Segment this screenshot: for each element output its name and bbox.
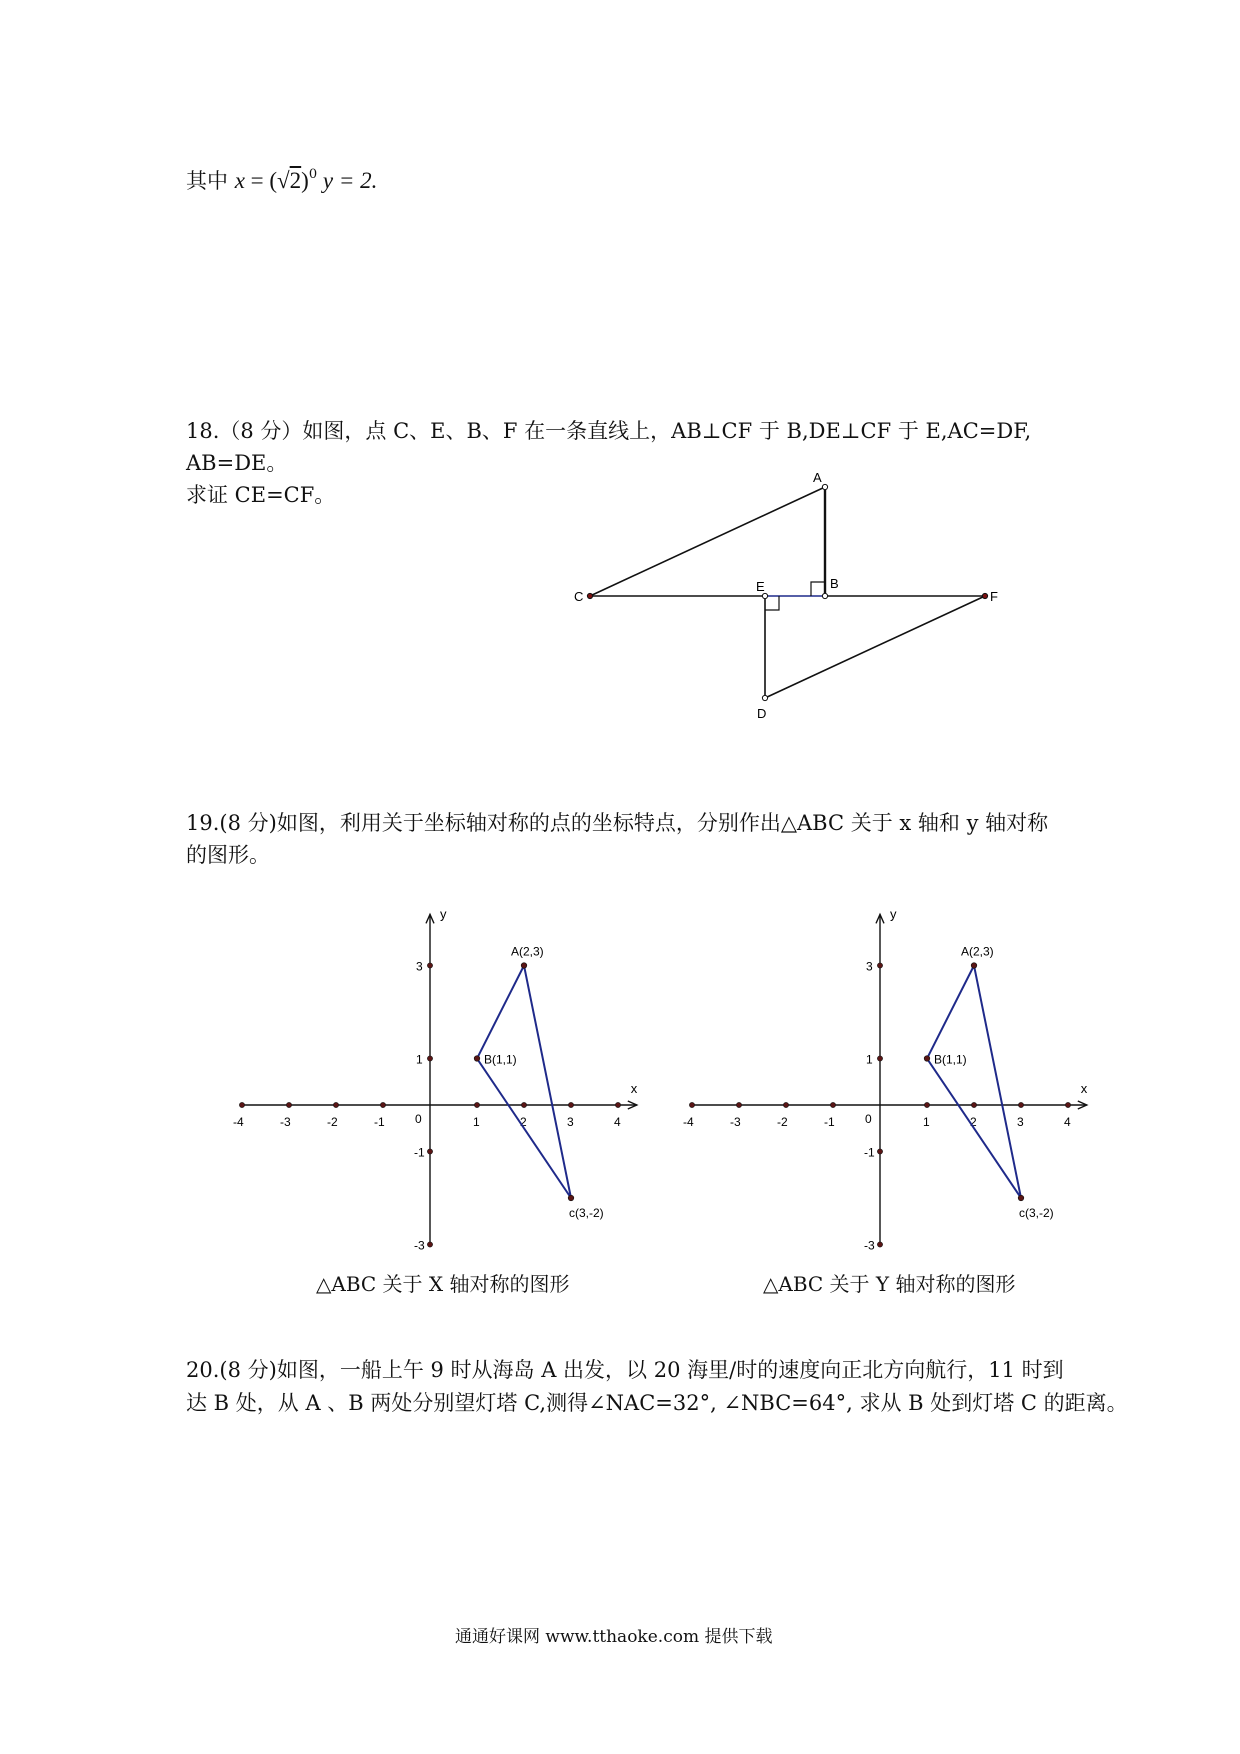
q19-graph-left — [230, 905, 660, 1255]
label-A: A — [813, 470, 822, 485]
vertex-B-dot — [474, 1056, 480, 1062]
point-F — [982, 593, 987, 598]
y-tick-label: -3 — [414, 1238, 425, 1253]
triangle-ABC — [927, 966, 1021, 1199]
vertex-A-dot — [971, 963, 977, 969]
y-tick-label: 1 — [416, 1052, 423, 1067]
x-tick-dot — [971, 1102, 976, 1107]
y-tick-dot — [877, 1149, 882, 1154]
segment-CA — [590, 487, 825, 596]
vertex-B-dot — [924, 1056, 930, 1062]
vertex-A-label: A(2,3) — [511, 944, 544, 959]
vertex-A-label: A(2,3) — [961, 944, 994, 959]
x-tick-dot — [924, 1102, 929, 1107]
x-tick-dot — [783, 1102, 788, 1107]
q20-line2: 达 B 处，从 A 、B 两处分别望灯塔 C,测得∠NAC=32°, ∠NBC=64°, 求从 B 处到灯塔 C 的距离。 — [186, 1391, 1128, 1415]
x-tick-dot — [380, 1102, 385, 1107]
y-axis-label: y — [890, 906, 897, 922]
y-tick-label: 3 — [416, 959, 423, 974]
y-tick-dot — [877, 1056, 882, 1061]
x-tick-dot — [736, 1102, 741, 1107]
y-tick-dot — [427, 1149, 432, 1154]
q19-line1: 19.(8 分)如图，利用关于坐标轴对称的点的坐标特点，分别作出△ABC 关于 x 轴和 y 轴对称 — [186, 811, 1049, 835]
x-tick-label: 3 — [1017, 1115, 1024, 1129]
x-tick-dot — [521, 1102, 526, 1107]
point-C — [587, 593, 592, 598]
q18-geometry-figure — [560, 470, 1010, 730]
x-tick-dot — [474, 1102, 479, 1107]
x-tick-label: -1 — [374, 1115, 385, 1129]
q17-expression — [186, 166, 377, 200]
point-E — [762, 593, 767, 598]
q17-prefix: 其中 — [186, 169, 228, 193]
q19-graph-right — [680, 905, 1110, 1255]
x-tick-label: 2 — [520, 1115, 527, 1129]
x-tick-dot — [333, 1102, 338, 1107]
x-tick-label: -3 — [280, 1115, 291, 1129]
y-tick-dot — [427, 963, 432, 968]
x-tick-label: -2 — [327, 1115, 338, 1129]
label-F: F — [990, 589, 998, 604]
x-tick-label: -4 — [683, 1115, 694, 1129]
q18-line3: 求证 CE=CF。 — [186, 483, 336, 507]
x-tick-label: 4 — [614, 1115, 621, 1129]
y-tick-dot — [427, 1242, 432, 1247]
origin-label: 0 — [415, 1112, 422, 1126]
vertex-C-dot — [1018, 1195, 1024, 1201]
x-tick-label: -2 — [777, 1115, 788, 1129]
x-tick-label: 1 — [473, 1115, 480, 1129]
q18-line2: AB=DE。 — [186, 451, 288, 475]
y-tick-dot — [427, 1056, 432, 1061]
q19-caption-right: △ABC 关于 Y 轴对称的图形 — [763, 1272, 1016, 1296]
x-tick-dot — [239, 1102, 244, 1107]
y-tick-dot — [877, 1242, 882, 1247]
vertex-B-label: B(1,1) — [934, 1052, 967, 1067]
origin-label: 0 — [865, 1112, 872, 1126]
x-tick-dot — [615, 1102, 620, 1107]
x-tick-label: 2 — [970, 1115, 977, 1129]
x-tick-dot — [568, 1102, 573, 1107]
q19-line2: 的图形。 — [186, 843, 270, 867]
x-tick-dot — [286, 1102, 291, 1107]
y-tick-label: -1 — [864, 1145, 875, 1160]
x-tick-label: -4 — [233, 1115, 244, 1129]
x-tick-label: 3 — [567, 1115, 574, 1129]
x-tick-dot — [1065, 1102, 1070, 1107]
x-tick-dot — [1018, 1102, 1023, 1107]
label-C: C — [574, 589, 584, 604]
point-A — [822, 484, 827, 489]
x-axis-label: x — [1080, 1081, 1088, 1096]
y-tick-label: -3 — [864, 1238, 875, 1253]
q17-exponent: 0 — [308, 167, 318, 182]
y-tick-label: 1 — [866, 1052, 873, 1067]
q18-line1: 18.（8 分）如图，点 C、E、B、F 在一条直线上，AB⊥CF 于 B,DE⊥CF 于 E,AC=DF, — [186, 419, 1032, 443]
vertex-C-dot — [568, 1195, 574, 1201]
x-axis-label: x — [630, 1081, 638, 1096]
q20-line1: 20.(8 分)如图，一船上午 9 时从海岛 A 出发，以 20 海里/时的速度向正北方向航行，11 时到 — [186, 1358, 1064, 1382]
point-B — [822, 593, 827, 598]
y-tick-label: -1 — [414, 1145, 425, 1160]
vertex-B-label: B(1,1) — [484, 1052, 517, 1067]
q17-eq: = ( — [244, 168, 278, 193]
x-tick-label: 1 — [923, 1115, 930, 1129]
x-tick-label: -1 — [824, 1115, 835, 1129]
x-tick-label: 4 — [1064, 1115, 1071, 1129]
label-E: E — [756, 579, 765, 594]
point-D — [762, 695, 767, 700]
vertex-C-label: c(3,-2) — [1019, 1206, 1054, 1220]
label-B: B — [830, 576, 839, 591]
q19-caption-left: △ABC 关于 X 轴对称的图形 — [316, 1272, 570, 1296]
y-tick-dot — [877, 963, 882, 968]
x-tick-dot — [689, 1102, 694, 1107]
y-tick-label: 3 — [866, 959, 873, 974]
q17-x-var: x — [234, 168, 245, 193]
q17-sqrt-symbol: √ — [277, 168, 290, 193]
page-footer: 通通好课网 www.tthaoke.com 提供下载 — [455, 1627, 773, 1647]
y-axis-label: y — [440, 906, 447, 922]
q17-close-paren: ) — [301, 168, 309, 193]
vertex-A-dot — [521, 963, 527, 969]
x-tick-label: -3 — [730, 1115, 741, 1129]
x-tick-dot — [830, 1102, 835, 1107]
triangle-ABC — [477, 966, 571, 1199]
segment-DF — [765, 596, 985, 698]
q17-y-part: y = 2. — [317, 168, 378, 193]
vertex-C-label: c(3,-2) — [569, 1206, 604, 1220]
q17-radicand: 2 — [289, 168, 302, 193]
label-D: D — [757, 706, 767, 721]
